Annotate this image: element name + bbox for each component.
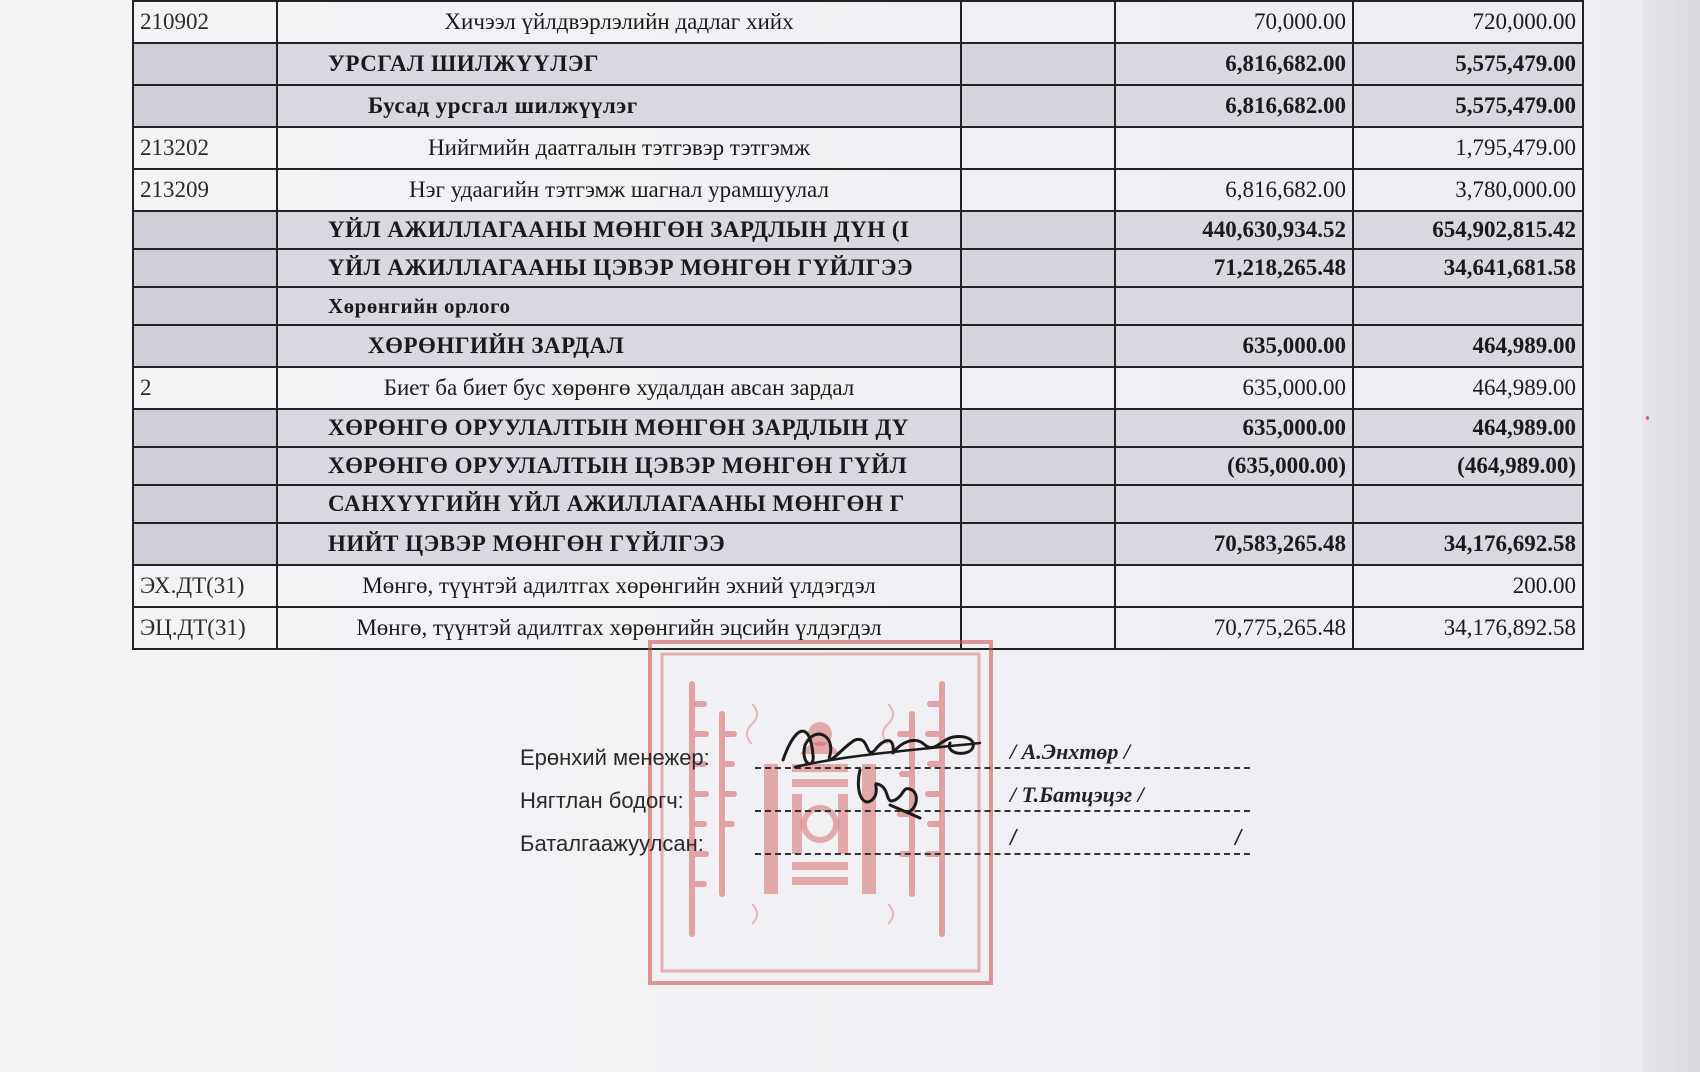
row-code: 213202 — [133, 127, 277, 169]
row-value-previous: 720,000.00 — [1353, 1, 1583, 43]
row-value-current: 70,583,265.48 — [1115, 523, 1353, 565]
row-name: Нийгмийн даатгалын тэтгэвэр тэтгэмж — [277, 127, 961, 169]
manager-label: Ерөнхий менежер: — [520, 745, 710, 770]
row-code — [133, 447, 277, 485]
row-col3 — [961, 325, 1115, 367]
row-code — [133, 43, 277, 85]
accountant-name: / Т.Батцэцэг / — [1010, 782, 1144, 807]
row-value-previous: 654,902,815.42 — [1353, 211, 1583, 249]
row-col3 — [961, 523, 1115, 565]
row-code: ЭХ.ДТ(31) — [133, 565, 277, 607]
table-row — [133, 287, 1583, 325]
row-code — [133, 325, 277, 367]
official-seal-stamp — [648, 640, 993, 985]
row-col3 — [961, 249, 1115, 287]
row-code — [133, 485, 277, 523]
row-col3 — [961, 565, 1115, 607]
row-value-current: 6,816,682.00 — [1115, 85, 1353, 127]
table-row — [133, 249, 1583, 287]
table-row — [133, 447, 1583, 485]
row-value-previous: 1,795,479.00 — [1353, 127, 1583, 169]
row-col3 — [961, 43, 1115, 85]
cash-flow-table — [132, 0, 1584, 650]
table-row — [133, 85, 1583, 127]
row-col3 — [961, 485, 1115, 523]
table-row — [133, 367, 1583, 409]
row-name: Мөнгө, түүнтэй адилтгах хөрөнгийн эхний үлдэгдэл — [277, 565, 961, 607]
signature-line — [755, 853, 1250, 855]
table-row — [133, 325, 1583, 367]
row-col3 — [961, 367, 1115, 409]
row-value-current — [1115, 127, 1353, 169]
row-col3 — [961, 127, 1115, 169]
row-name: ХӨРӨНГӨ ОРУУЛАЛТЫН МӨНГӨН ЗАРДЛЫН ДҮ — [277, 409, 961, 447]
row-value-current: 635,000.00 — [1115, 367, 1353, 409]
row-col3 — [961, 409, 1115, 447]
row-value-current: 70,000.00 — [1115, 1, 1353, 43]
row-value-previous: 464,989.00 — [1353, 325, 1583, 367]
row-name: ХӨРӨНГИЙН ЗАРДАЛ — [277, 325, 961, 367]
row-col3 — [961, 447, 1115, 485]
row-code: 213209 — [133, 169, 277, 211]
table-row — [133, 409, 1583, 447]
verified-label: Баталгаажуулсан: — [520, 831, 704, 856]
row-name: ҮЙЛ АЖИЛЛАГААНЫ ЦЭВЭР МӨНГӨН ГҮЙЛГЭЭ — [277, 249, 961, 287]
accountant-label: Нягтлан бодогч: — [520, 788, 684, 813]
row-value-previous — [1353, 287, 1583, 325]
row-value-current — [1115, 287, 1353, 325]
row-col3 — [961, 287, 1115, 325]
row-col3 — [961, 85, 1115, 127]
page-edge — [1642, 0, 1700, 1072]
row-value-previous: 464,989.00 — [1353, 409, 1583, 447]
table-row — [133, 565, 1583, 607]
row-name: ҮЙЛ АЖИЛЛАГААНЫ МӨНГӨН ЗАРДЛЫН ДҮН (I — [277, 211, 961, 249]
row-value-previous: 464,989.00 — [1353, 367, 1583, 409]
row-value-current: 70,775,265.48 — [1115, 607, 1353, 649]
row-code — [133, 211, 277, 249]
row-value-current — [1115, 485, 1353, 523]
table-row — [133, 523, 1583, 565]
table-row — [133, 43, 1583, 85]
row-value-previous: 200.00 — [1353, 565, 1583, 607]
signature-line — [755, 810, 1250, 812]
row-value-previous: 5,575,479.00 — [1353, 43, 1583, 85]
row-col3 — [961, 211, 1115, 249]
row-code — [133, 249, 277, 287]
row-name: Хөрөнгийн орлого — [277, 287, 961, 325]
row-value-previous: 34,176,692.58 — [1353, 523, 1583, 565]
row-code: 2 — [133, 367, 277, 409]
row-code: 210902 — [133, 1, 277, 43]
ink-mark — [1646, 416, 1649, 420]
row-value-previous: (464,989.00) — [1353, 447, 1583, 485]
row-value-previous: 34,641,681.58 — [1353, 249, 1583, 287]
row-code — [133, 85, 277, 127]
row-col3 — [961, 169, 1115, 211]
row-value-current: 635,000.00 — [1115, 409, 1353, 447]
row-value-current: 440,630,934.52 — [1115, 211, 1353, 249]
row-name: Нэг удаагийн тэтгэмж шагнал урамшуулал — [277, 169, 961, 211]
row-name: Биет ба биет бус хөрөнгө худалдан авсан зардал — [277, 367, 961, 409]
row-code — [133, 523, 277, 565]
row-value-previous: 34,176,892.58 — [1353, 607, 1583, 649]
row-col3 — [961, 1, 1115, 43]
row-name: Бусад урсгал шилжүүлэг — [277, 85, 961, 127]
row-code: ЭЦ.ДТ(31) — [133, 607, 277, 649]
row-name: ХӨРӨНГӨ ОРУУЛАЛТЫН ЦЭВЭР МӨНГӨН ГҮЙЛ — [277, 447, 961, 485]
row-value-current: 6,816,682.00 — [1115, 169, 1353, 211]
slash-right: / — [1235, 825, 1242, 850]
row-value-previous: 5,575,479.00 — [1353, 85, 1583, 127]
table-row — [133, 211, 1583, 249]
table-row — [133, 169, 1583, 211]
row-name: Мөнгө, түүнтэй адилтгах хөрөнгийн эцсийн үлдэгдэл — [277, 607, 961, 649]
row-name: УРСГАЛ ШИЛЖҮҮЛЭГ — [277, 43, 961, 85]
row-value-previous — [1353, 485, 1583, 523]
row-value-current: 71,218,265.48 — [1115, 249, 1353, 287]
table-row — [133, 1, 1583, 43]
row-value-current: (635,000.00) — [1115, 447, 1353, 485]
slash-left: / — [1010, 825, 1017, 850]
row-code — [133, 287, 277, 325]
row-value-previous: 3,780,000.00 — [1353, 169, 1583, 211]
accountant-signature — [850, 760, 930, 820]
row-name: НИЙТ ЦЭВЭР МӨНГӨН ГҮЙЛГЭЭ — [277, 523, 961, 565]
row-value-current: 6,816,682.00 — [1115, 43, 1353, 85]
row-code — [133, 409, 277, 447]
row-name: САНХҮҮГИЙН ҮЙЛ АЖИЛЛАГААНЫ МӨНГӨН Г — [277, 485, 961, 523]
seal-graphic — [652, 644, 989, 981]
row-value-current — [1115, 565, 1353, 607]
row-name: Хичээл үйлдвэрлэлийн дадлаг хийх — [277, 1, 961, 43]
manager-name: / А.Энхтөр / — [1010, 739, 1131, 764]
row-value-current: 635,000.00 — [1115, 325, 1353, 367]
table-row — [133, 127, 1583, 169]
table-row — [133, 485, 1583, 523]
